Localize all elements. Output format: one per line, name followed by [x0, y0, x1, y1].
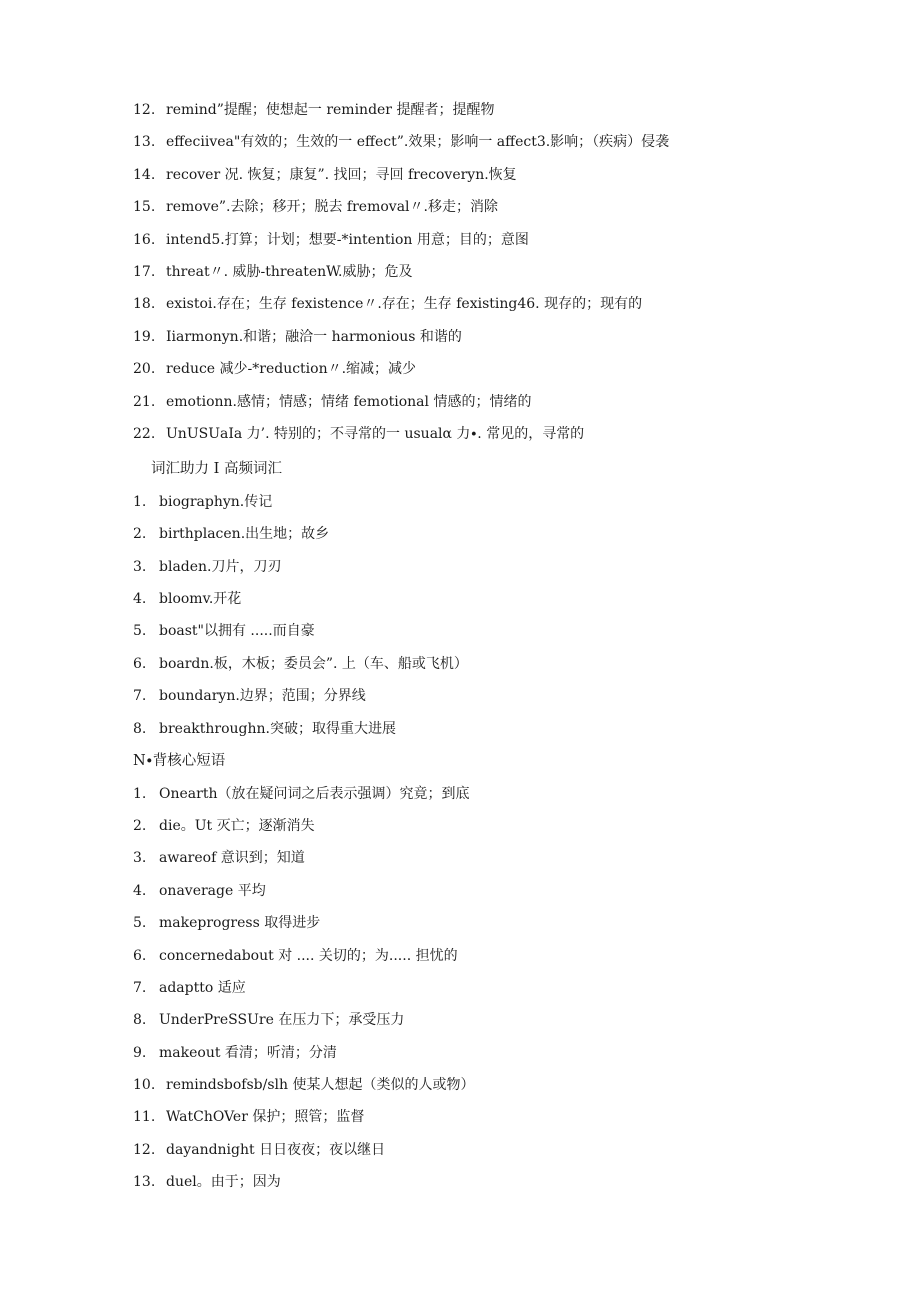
list-item — [133, 946, 458, 966]
item-number: 5. — [133, 915, 147, 931]
item-number: 13. — [133, 1174, 156, 1190]
list-item — [133, 557, 282, 577]
list-item — [133, 327, 462, 347]
list-item — [133, 621, 315, 641]
item-text: die。Ut 灭亡；逐渐消失 — [159, 818, 315, 834]
list-item — [133, 1172, 281, 1192]
item-text: remove”.去除；移开；脱去 fremoval〃.移走；消除 — [166, 199, 498, 215]
item-number: 10. — [133, 1077, 156, 1093]
item-text: adaptto 适应 — [159, 980, 246, 996]
list-item — [133, 492, 272, 512]
item-text: dayandnight 日日夜夜；夜以继日 — [166, 1142, 386, 1158]
item-text: UnUSUaIa 力’. 特别的；不寻常的一 usualα 力∙. 常见的，寻常的 — [166, 426, 585, 442]
item-number: 3. — [133, 850, 147, 866]
list-item — [133, 589, 241, 609]
list-item — [133, 1107, 364, 1127]
list-item — [133, 1043, 337, 1063]
item-number: 2. — [133, 526, 147, 542]
section-heading-vocab: 词汇助力 I 高频词汇 — [151, 461, 282, 477]
item-text: concernedabout 对 .... 关切的；为..... 担忧的 — [159, 948, 458, 964]
list-item — [133, 816, 315, 836]
item-text: breakthroughn.突破；取得重大进展 — [159, 721, 396, 737]
list-item — [133, 359, 416, 379]
item-number: 9. — [133, 1045, 147, 1061]
item-text: recover 况. 恢复；康复”. 找回；寻回 frecoveryn.恢复 — [166, 167, 517, 183]
item-number: 21. — [133, 394, 156, 410]
list-item — [133, 1010, 404, 1030]
list-item — [133, 392, 531, 412]
list-item — [133, 1075, 474, 1095]
list-item — [133, 848, 305, 868]
list-item — [133, 132, 669, 152]
item-number: 8. — [133, 721, 147, 737]
list-item — [133, 197, 498, 217]
list-item — [133, 784, 469, 804]
list-item — [133, 719, 396, 739]
item-text: intend5.打算；计划；想要-*intention 用意；目的；意图 — [166, 232, 529, 248]
item-number: 12. — [133, 1142, 156, 1158]
item-text: makeprogress 取得进步 — [159, 915, 321, 931]
item-number: 4. — [133, 883, 147, 899]
item-text: threat〃. 威胁-threatenW.威胁；危及 — [166, 264, 413, 280]
item-text: Onearth（放在疑问词之后表示强调）究竟；到底 — [159, 786, 470, 802]
list-item — [133, 230, 529, 250]
item-number: 11. — [133, 1109, 156, 1125]
list-item — [133, 294, 642, 314]
item-text: emotionn.感情；情感；情绪 femotional 情感的；情绪的 — [166, 394, 532, 410]
item-number: 22. — [133, 426, 156, 442]
item-number: 12. — [133, 102, 156, 118]
item-text: boast"以拥有 .....而自豪 — [159, 623, 315, 639]
list-item — [133, 913, 320, 933]
item-text: boardn.板，木板；委员会”. 上（车、船或飞机） — [159, 656, 468, 672]
list-item — [133, 100, 494, 120]
list-item — [133, 1140, 385, 1160]
item-number: 1. — [133, 494, 147, 510]
item-number: 3. — [133, 559, 147, 575]
section-heading-phrases: N∙背核心短语 — [133, 753, 226, 769]
item-text: existoi.存在；生存 fexistence〃.存在；生存 fexisting46. 现存的；现有的 — [166, 296, 643, 312]
item-text: effeciivea"有效的；生效的一 effect”.效果；影响一 affect3.影响；（疾病）侵袭 — [166, 134, 670, 150]
item-text: birthplacen.出生地；故乡 — [159, 526, 330, 542]
list-item — [133, 881, 266, 901]
item-text: biographyn.传记 — [159, 494, 273, 510]
item-text: awareof 意识到；知道 — [159, 850, 305, 866]
item-number: 7. — [133, 688, 147, 704]
list-item — [133, 686, 366, 706]
item-number: 20. — [133, 361, 156, 377]
item-text: reduce 减少-*reduction〃.缩减；减少 — [166, 361, 417, 377]
item-number: 16. — [133, 232, 156, 248]
item-text: bloomv.开花 — [159, 591, 242, 607]
item-text: boundaryn.边界；范围；分界线 — [159, 688, 366, 704]
item-text: duel。由于；因为 — [166, 1174, 281, 1190]
list-item — [133, 262, 413, 282]
item-number: 17. — [133, 264, 156, 280]
item-number: 8. — [133, 1012, 147, 1028]
item-number: 6. — [133, 656, 147, 672]
item-number: 19. — [133, 329, 156, 345]
item-number: 13. — [133, 134, 156, 150]
item-text: remindsbofsb∕slh 使某人想起（类似的人或物） — [166, 1077, 475, 1093]
item-number: 5. — [133, 623, 147, 639]
list-item — [133, 524, 329, 544]
item-text: remind”提醒；使想起一 reminder 提醒者；提醒物 — [166, 102, 495, 118]
item-number: 6. — [133, 948, 147, 964]
item-number: 7. — [133, 980, 147, 996]
item-number: 15. — [133, 199, 156, 215]
item-text: Iiarmonyn.和谐；融洽一 harmonious 和谐的 — [166, 329, 462, 345]
item-text: WatChOVer 保护；照管；监督 — [166, 1109, 365, 1125]
item-number: 2. — [133, 818, 147, 834]
item-text: makeout 看清；听清；分清 — [159, 1045, 337, 1061]
item-number: 4. — [133, 591, 147, 607]
item-text: UnderPreSSUre 在压力下；承受压力 — [159, 1012, 405, 1028]
list-item — [133, 165, 517, 185]
list-item — [133, 424, 584, 444]
item-number: 14. — [133, 167, 156, 183]
item-number: 1. — [133, 786, 147, 802]
item-number: 18. — [133, 296, 156, 312]
item-text: bladen.刀片，刀刃 — [159, 559, 282, 575]
list-item — [133, 978, 246, 998]
item-text: onaverage 平均 — [159, 883, 266, 899]
list-item — [133, 654, 468, 674]
